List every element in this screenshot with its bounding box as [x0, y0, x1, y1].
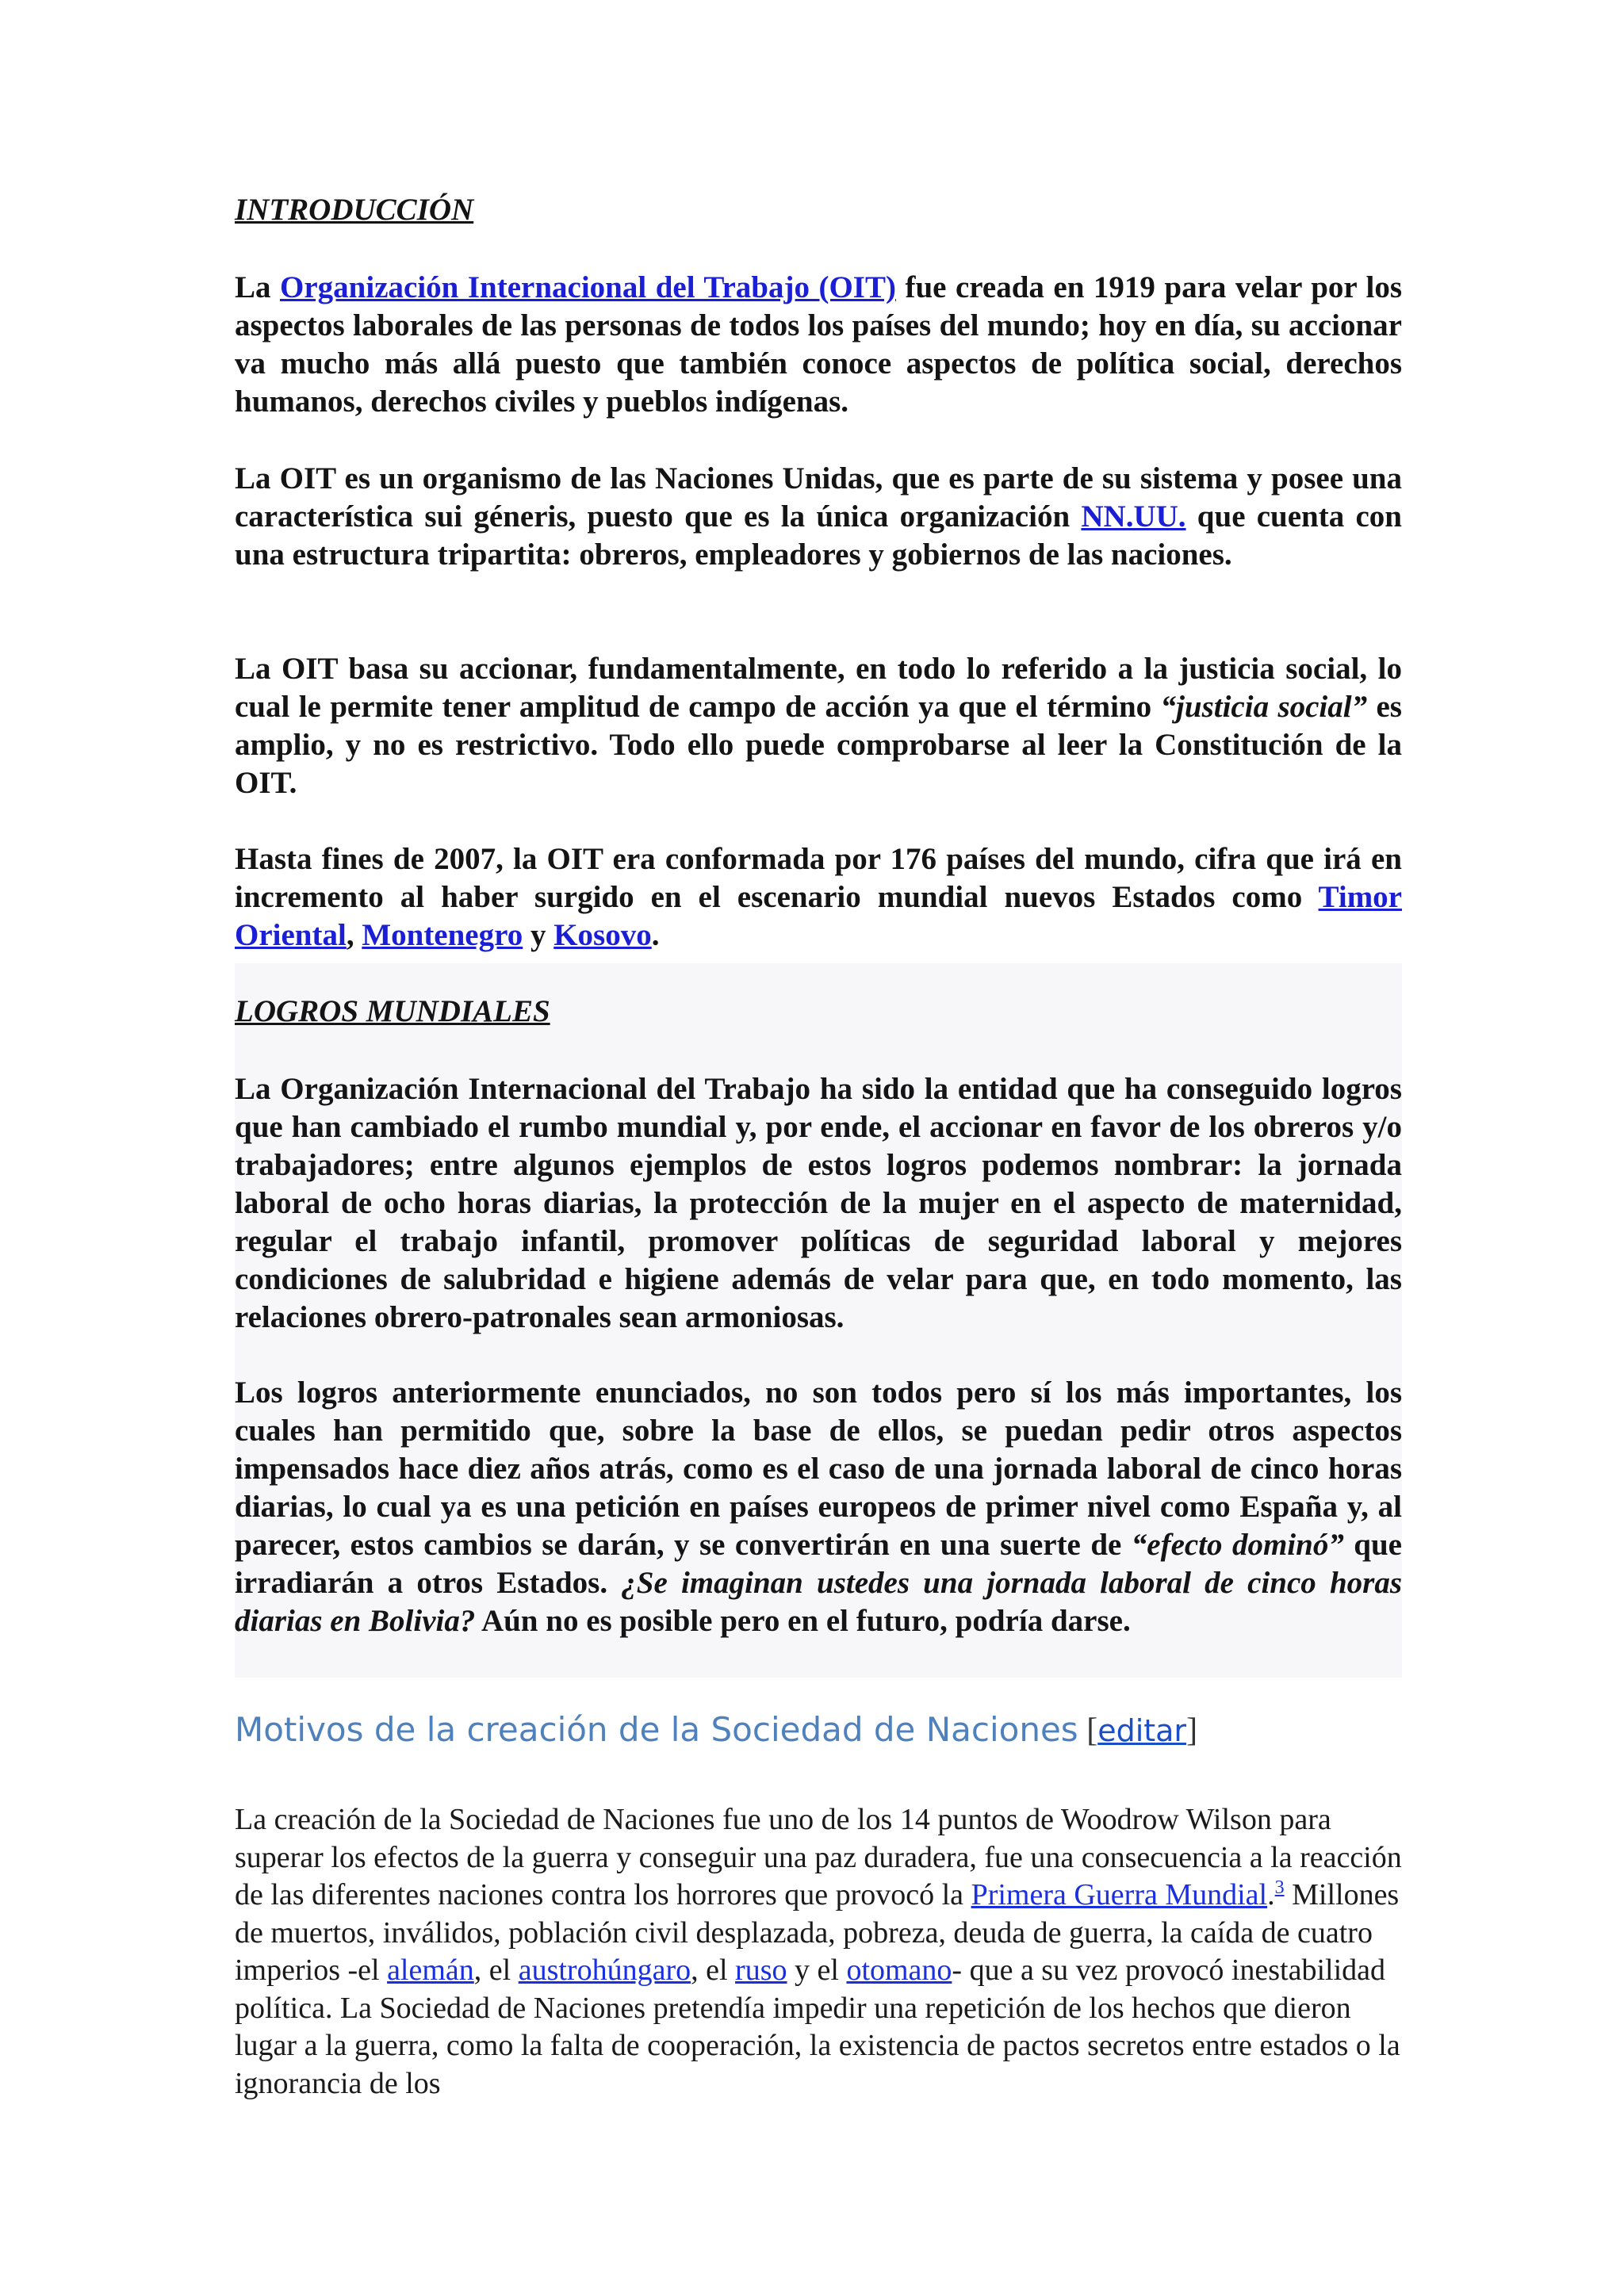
text-span: La — [235, 270, 281, 304]
text-span: Millones de muertos, inválidos, población civil desplazada, pobreza, deuda de guerra, la caída de cuatro imperios -el — [235, 1878, 1400, 1987]
primera-guerra-mundial-link[interactable]: Primera Guerra Mundial — [971, 1878, 1268, 1911]
intro-paragraph-3 — [235, 650, 1402, 802]
text-span: , el — [473, 1954, 519, 1987]
austrohungaro-link[interactable]: austrohúngaro — [518, 1954, 691, 1987]
text-span: Los logros anteriormente enunciados, no son todos pero sí los más importantes, los cuales han permitido que, sobre la base de ellos, se puedan pedir otros aspectos impensados hace diez años atrás, como es el caso de una jornada laboral de cinco horas diarias, lo cual ya es una petición en países europeos de primer nivel como España y, al parecer, estos cambios se darán, y se convertirán en una suerte de — [235, 1376, 1402, 1562]
text-span: Aún no es posible pero en el futuro, podría darse. — [475, 1604, 1131, 1638]
text-span: La OIT es un organismo de las Naciones Unidas, que es parte de su sistema y posee una característica sui géneris, puesto que es la única organización — [235, 461, 1402, 534]
ruso-link[interactable]: ruso — [735, 1954, 787, 1987]
section-title-text: Motivos de la creación de la Sociedad de Naciones — [235, 1710, 1078, 1749]
text-span: , el — [691, 1954, 736, 1987]
edit-bracket — [1078, 1712, 1197, 1749]
text-span: y el — [787, 1954, 847, 1987]
logros-paragraph-2 — [235, 1374, 1402, 1640]
text-span: . — [1267, 1878, 1275, 1911]
text-span: Hasta fines de 2007, la OIT era conformada por 176 países del mundo, cifra que irá en incremento al haber surgido en el escenario mundial nuevos Estados como — [235, 842, 1402, 914]
oit-link[interactable]: Organización Internacional del Trabajo (OIT) — [280, 270, 896, 304]
timor-oriental-link[interactable]: Timor Oriental — [235, 880, 1402, 952]
text-span: que cuenta con una estructura tripartita: obreros, empleadores y gobiernos de las naciones. — [235, 499, 1402, 572]
text-span: - que a su vez provocó inestabilidad política. La Sociedad de Naciones pretendía impedir una repetición de los hechos que dieron lugar a la guerra, como la falta de cooperación, la existencia de pactos secretos entre estados o la ignorancia de los — [235, 1954, 1400, 2100]
logros-paragraph-1: La Organización Internacional del Trabajo ha sido la entidad que ha conseguido logros que han cambiado el rumbo mundial y, por ende, el accionar en favor de los obreros y/o trabajadores; entre algunos ejemplos de estos logros podemos nombrar: la jornada laboral de ocho horas diarias, la protección de la mujer en el aspecto de maternidad, regular el trabajo infantil, promover políticas de seguridad laboral y mejores condiciones de salubridad e higiene además de velar para que, en todo momento, las relaciones obrero-patronales sean armoniosas. — [235, 1072, 1402, 1334]
intro-paragraph-2 — [235, 460, 1402, 574]
nnuu-link[interactable]: NN.UU. — [1081, 499, 1186, 534]
bracket-close: ] — [1186, 1712, 1198, 1749]
text-span: es amplio, y no es restrictivo. Todo ello puede comprobarse al leer la Constitución de la OIT. — [235, 690, 1402, 800]
montenegro-link[interactable]: Montenegro — [362, 918, 523, 952]
logros-heading: LOGROS MUNDIALES — [235, 994, 550, 1028]
text-span: que irradiarán a otros Estados. — [235, 1528, 1402, 1600]
aleman-link[interactable]: alemán — [387, 1954, 474, 1987]
text-span: La creación de la Sociedad de Naciones fue uno de los 14 puntos de Woodrow Wilson para superar los efectos de la guerra y conseguir una paz duradera, fue una consecuencia a la reacción de las diferentes naciones contra los horrores que provocó la — [235, 1803, 1402, 1911]
text-span: La OIT basa su accionar, fundamentalmente, en todo lo referido a la justicia social, lo cual le permite tener amplitud de campo de acción ya que el término — [235, 652, 1402, 724]
edit-link[interactable]: editar — [1097, 1713, 1187, 1748]
kosovo-link[interactable]: Kosovo — [553, 918, 652, 952]
text-span: y — [523, 918, 554, 952]
intro-heading: INTRODUCCIÓN — [235, 193, 474, 227]
italic-question: ¿Se imaginan ustedes una jornada laboral de cinco horas diarias en Bolivia? — [235, 1566, 1402, 1638]
italic-term: “efecto dominó” — [1131, 1528, 1344, 1562]
intro-paragraph-4 — [235, 840, 1402, 955]
otomano-link[interactable]: otomano — [846, 1954, 952, 1987]
section-title — [235, 1708, 1402, 1753]
text-span: . — [651, 918, 660, 952]
bracket-open: [ — [1078, 1712, 1098, 1749]
section-paragraph — [235, 1801, 1402, 2103]
italic-term: “justicia social” — [1160, 690, 1368, 724]
intro-paragraph-1 — [235, 269, 1402, 421]
reference-3-link[interactable]: 3 — [1274, 1877, 1285, 1898]
text-span: , — [346, 918, 362, 952]
text-span: fue creada en 1919 para velar por los aspectos laborales de las personas de todos los países del mundo; hoy en día, su accionar va mucho más allá puesto que también conoce aspectos de política social, derechos humanos, derechos civiles y pueblos indígenas. — [235, 270, 1403, 419]
